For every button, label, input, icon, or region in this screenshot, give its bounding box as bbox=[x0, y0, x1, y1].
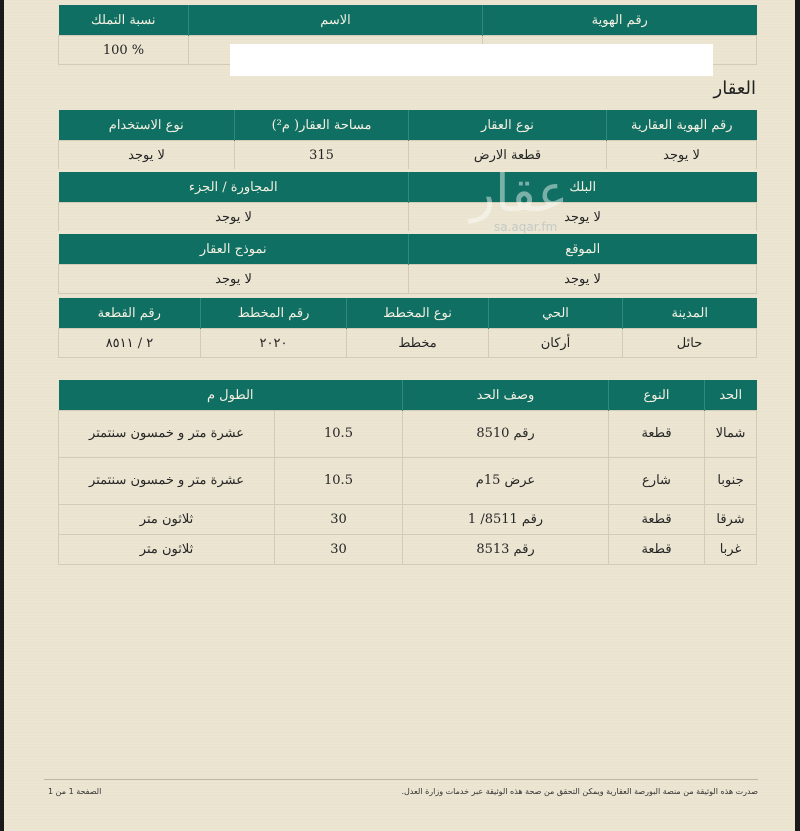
header-property-type: نوع العقار bbox=[409, 110, 607, 141]
district-value: أركان bbox=[489, 329, 623, 358]
usage-type-value: لا يوجد bbox=[59, 141, 235, 171]
boundary-row-east bbox=[59, 505, 757, 535]
header-side: الحد bbox=[705, 380, 757, 411]
header-plot-number: رقم القطعة bbox=[59, 298, 201, 329]
location-value: لا يوجد bbox=[409, 265, 757, 294]
header-boundary-type: النوع bbox=[609, 380, 705, 411]
header-block: البلك bbox=[409, 171, 757, 203]
property-table bbox=[58, 110, 757, 294]
header-usage-type: نوع الاستخدام bbox=[59, 110, 235, 141]
length-number: 10.5 bbox=[275, 458, 403, 505]
plan-type-value: مخطط bbox=[347, 329, 489, 358]
length-number: 10.5 bbox=[275, 411, 403, 458]
length-text: ثلاثون متر bbox=[59, 505, 275, 535]
boundaries-table bbox=[58, 380, 757, 565]
header-property-model: نموذج العقار bbox=[59, 233, 409, 265]
area-value: 315 bbox=[235, 141, 409, 171]
property-model-value: لا يوجد bbox=[59, 265, 409, 294]
header-area: مساحة العقار( م²) bbox=[235, 110, 409, 141]
header-plan-type: نوع المخطط bbox=[347, 298, 489, 329]
type-value: قطعة bbox=[609, 535, 705, 565]
description-value: رقم 8513 bbox=[403, 535, 609, 565]
owner-share-value: % 100 bbox=[59, 36, 189, 65]
description-value: رقم 8511/ 1 bbox=[403, 505, 609, 535]
page-number: الصفحة 1 من 1 bbox=[48, 787, 102, 796]
description-value: رقم 8510 bbox=[403, 411, 609, 458]
side-value: شرقا bbox=[705, 505, 757, 535]
right-dark-edge bbox=[795, 0, 800, 831]
length-number: 30 bbox=[275, 535, 403, 565]
watermark-site: sa.aqar.fm bbox=[494, 220, 558, 234]
type-value: شارع bbox=[609, 458, 705, 505]
type-value: قطعة bbox=[609, 411, 705, 458]
adjacent-value: لا يوجد bbox=[59, 203, 409, 233]
length-number: 30 bbox=[275, 505, 403, 535]
city-value: حائل bbox=[623, 329, 757, 358]
footer-notice: صدرت هذه الوثيقة من منصة البورصة العقارية ويمكن التحقق من صحة هذه الوثيقة عبر خدمات وزارة العدل. bbox=[401, 787, 758, 796]
header-boundary-description: وصف الحد bbox=[403, 380, 609, 411]
property-id-value: لا يوجد bbox=[607, 141, 757, 171]
description-value: عرض 15م bbox=[403, 458, 609, 505]
side-value: غربا bbox=[705, 535, 757, 565]
property-type-value: قطعة الارض bbox=[409, 141, 607, 171]
block-value: لا يوجد bbox=[409, 203, 757, 233]
header-id-number: رقم الهوية bbox=[483, 5, 757, 36]
boundary-row-west bbox=[59, 535, 757, 565]
header-city: المدينة bbox=[623, 298, 757, 329]
header-length: الطول م bbox=[59, 380, 403, 411]
length-text: عشرة متر و خمسون سنتمتر bbox=[59, 458, 275, 505]
header-plan-number: رقم المخطط bbox=[201, 298, 347, 329]
header-name: الاسم bbox=[189, 5, 483, 36]
type-value: قطعة bbox=[609, 505, 705, 535]
boundary-row-south bbox=[59, 458, 757, 505]
side-value: شمالا bbox=[705, 411, 757, 458]
location-table bbox=[58, 298, 757, 358]
plot-number-value: ٢ / ٨٥١١ bbox=[59, 329, 201, 358]
boundary-row-north bbox=[59, 411, 757, 458]
redaction-box bbox=[230, 44, 713, 76]
header-adjacent: المجاورة / الجزء bbox=[59, 171, 409, 203]
header-location: الموقع bbox=[409, 233, 757, 265]
header-district: الحي bbox=[489, 298, 623, 329]
header-ownership-share: نسبة التملك bbox=[59, 5, 189, 36]
footer-divider bbox=[44, 779, 758, 780]
plan-number-value: ٢٠٢٠ bbox=[201, 329, 347, 358]
length-text: ثلاثون متر bbox=[59, 535, 275, 565]
section-title-property: العقار bbox=[713, 78, 756, 99]
length-text: عشرة متر و خمسون سنتمتر bbox=[59, 411, 275, 458]
side-value: جنوبا bbox=[705, 458, 757, 505]
watermark-logo: عقار bbox=[470, 164, 569, 224]
header-property-id: رقم الهوية العقارية bbox=[607, 110, 757, 141]
